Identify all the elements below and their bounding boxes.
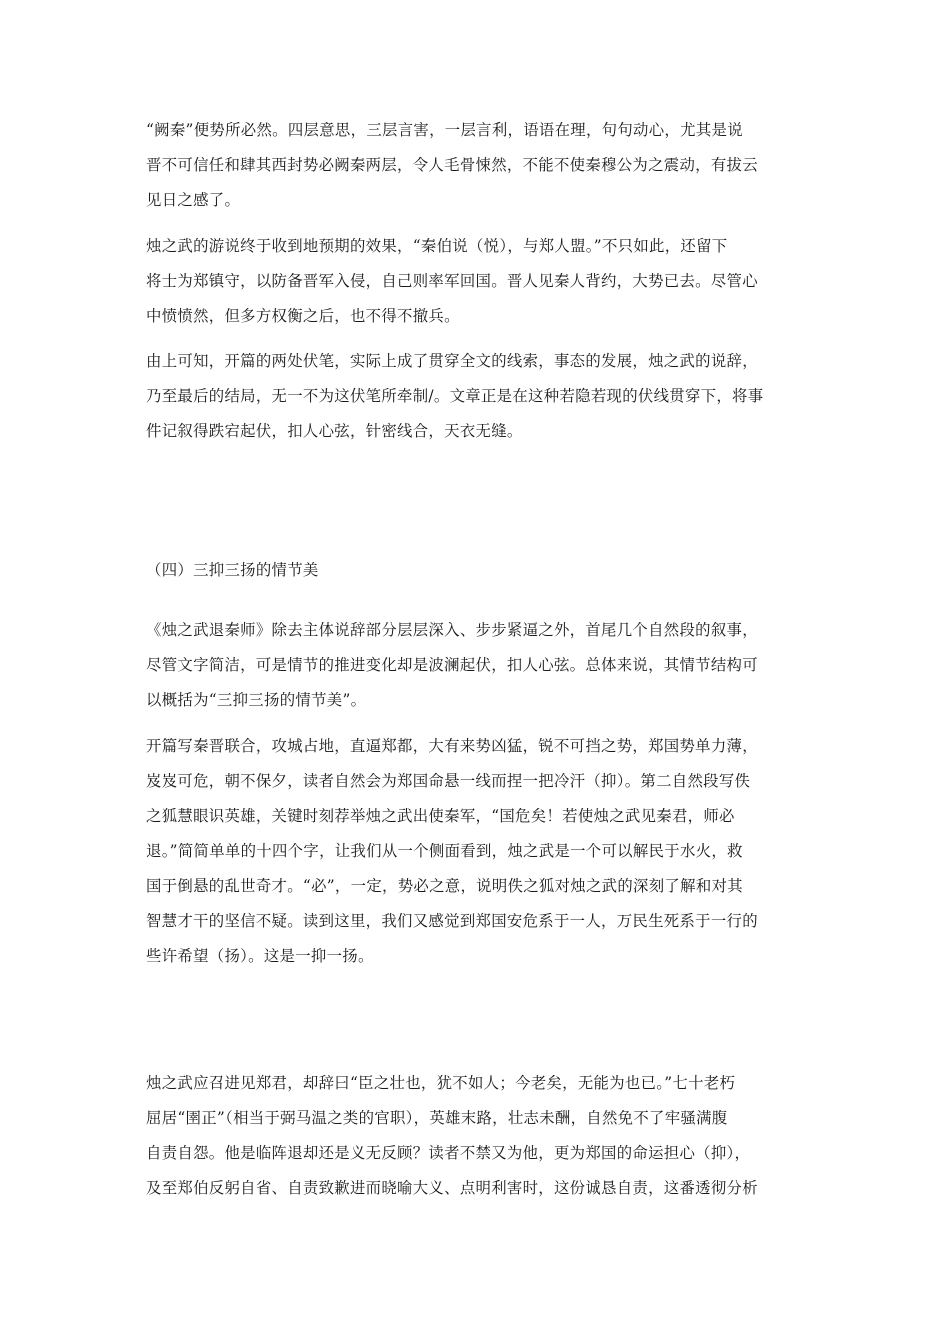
text-line: 件记叙得跌宕起伏，扣人心弦，针密线合，天衣无缝。 (146, 422, 523, 440)
heading-text: （四）三抑三扬的情节美 (146, 561, 319, 579)
text-line: 烛之武的游说终于收到地预期的效果，“秦伯说（悦），与郑人盟。”不只如此，还留下 (146, 237, 728, 255)
text-line: 见日之感了。 (146, 191, 241, 209)
text-line: 智慧才干的坚信不疑。读到这里，我们又感觉到郑国安危系于一人，万民生死系于一行的 (146, 912, 758, 930)
text-line: 尽管文字简洁，可是情节的推进变化却是波澜起伏，扣人心弦。总体来说，其情节结构可 (146, 656, 758, 674)
paragraph-4 (146, 613, 806, 718)
text-line: “阙秦”便势所必然。四层意思，三层言害，一层言利，语语在理，句句动心，尤其是说 (146, 121, 743, 139)
text-line: 及至郑伯反躬自省、自责致歉进而晓喻大义、点明利害时，这份诚恳自责，这番透彻分析 (146, 1179, 758, 1197)
text-line: 由上可知，开篇的两处伏笔，实际上成了贯穿全文的线索，事态的发展，烛之武的说辞， (146, 352, 758, 370)
paragraph-3 (146, 344, 806, 449)
text-line: 开篇写秦晋联合，攻城占地，直逼郑都，大有来势凶猛，锐不可挡之势，郑国势单力薄， (146, 737, 758, 755)
text-line: 退。”简简单单的十四个字，让我们从一个侧面看到，烛之武是一个可以解民于水火，救 (146, 842, 743, 860)
paragraph-2 (146, 229, 806, 334)
text-line: 自责自怨。他是临阵退却还是义无反顾？读者不禁又为他，更为郑国的命运担心（抑）， (146, 1144, 751, 1162)
text-line: 烛之武应召进见郑君，却辞曰“臣之壮也，犹不如人；今老矣，无能为也已。”七十老朽 (146, 1074, 736, 1092)
paragraph-1 (146, 113, 806, 218)
text-line: 晋不可信任和肆其西封势必阙秦两层，令人毛骨悚然，不能不使秦穆公为之震动，有拔云 (146, 156, 758, 174)
text-line: 乃至最后的结局，无一不为这伏笔所牵制/。文章正是在这种若隐若现的伏线贯穿下，将事 (146, 387, 764, 405)
text-line: 以概括为“三抑三扬的情节美”。 (146, 691, 367, 709)
text-line: 国于倒悬的乱世奇才。“必”，一定，势必之意，说明佚之狐对烛之武的深刻了解和对其 (146, 877, 743, 895)
text-line: 《烛之武退秦师》除去主体说辞部分层层深入、步步紧逼之外，首尾几个自然段的叙事， (146, 621, 758, 639)
text-line: 屈居“圉正”（相当于弼马温之类的官职），英雄末路，壮志未酬，自然免不了牢骚满腹 (146, 1109, 728, 1127)
paragraph-6 (146, 1066, 806, 1206)
text-line: 岌岌可危，朝不保夕，读者自然会为郑国命悬一线而捏一把冷汗（抑）。第二自然段写佚 (146, 772, 751, 790)
text-line: 中愤愤然，但多方权衡之后，也不得不撤兵。 (146, 307, 460, 325)
text-line: 将士为郑镇守，以防备晋军入侵，自己则率军回国。晋人见秦人背约，大势已去。尽管心 (146, 272, 758, 290)
text-line: 些许希望（扬）。这是一抑一扬。 (146, 947, 374, 965)
paragraph-5 (146, 729, 806, 974)
text-line: 之狐慧眼识英雄，关键时刻荐举烛之武出使秦军，“国危矣！若使烛之武见秦君，师必 (146, 807, 735, 825)
section-heading (146, 553, 806, 588)
